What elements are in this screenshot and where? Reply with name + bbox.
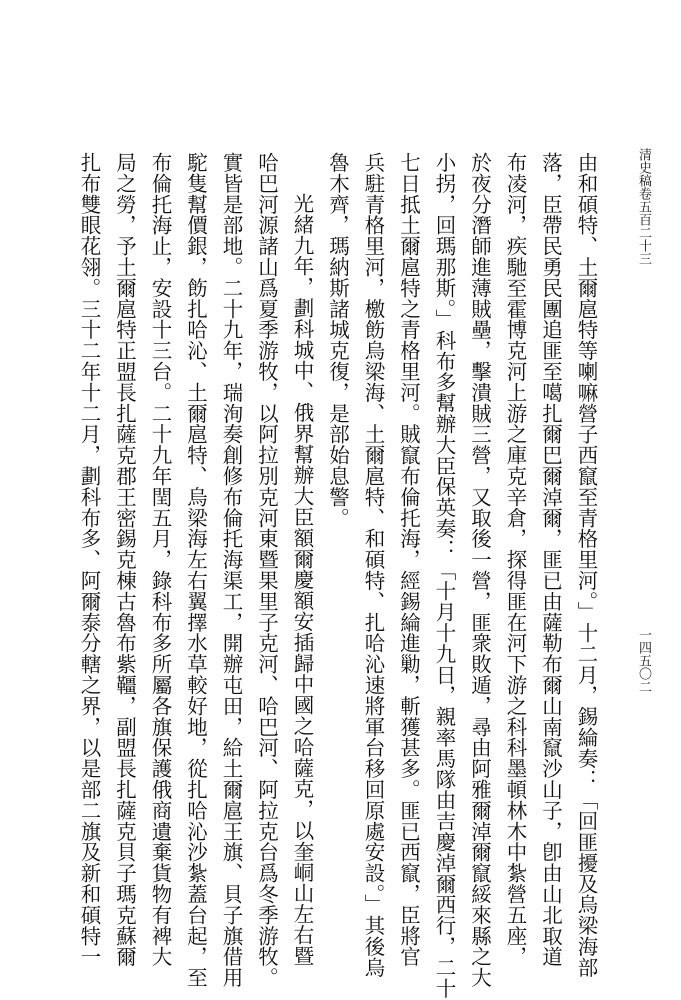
text-column: 實皆是部地。二十九年，瑞洵奏創修布倫托海渠工，開辦屯田，給土爾扈王旗、貝子旗借用 [219, 152, 243, 988]
paragraph-start-column: 光緒九年，劃科城中、俄界幫辦大臣額爾慶額安插歸中國之哈薩克，以奎峒山左右暨 [290, 193, 314, 967]
text-column: 駝隻幫價銀，飭扎哈沁、土爾扈特、烏梁海左右翼擇水草較好地，從扎哈沁沙紮蓋台起，至 [183, 152, 208, 988]
text-column: 兵駐青格里河，檄飭烏梁海、土爾扈特、和碩特、扎哈沁速將軍台移回原處安設。」其後烏 [361, 152, 385, 978]
page-number: 一四五〇二 [636, 628, 651, 693]
text-column: 扎布雙眼花翎。三十二年十二月，劃科布多、阿爾泰分轄之界，以是部二旗及新和碩特一 [77, 152, 101, 968]
text-column: 局之勞，予土爾扈特正盟長扎薩克郡王密錫克棟古魯布紫韁，副盟長扎薩克貝子瑪克蘇爾 [112, 152, 137, 968]
text-column: 魯木齊，瑪納斯諸城克復，是部始息警。 [325, 152, 350, 529]
text-column: 七日抵土爾扈特之青格里河。賊竄布倫托海，經錫綸進勦，斬獲甚多。匪已西竄，臣將官 [396, 152, 421, 968]
text-column: 布凌河，疾馳至霍博克河上游之庫克辛倉，探得匪在河下游之科科墨頓林木中紮營五座， [503, 152, 527, 968]
text-column: 哈巴河源諸山爲夏季游牧，以阿拉別克河東暨果里子克河、哈巴河、阿拉克台爲冬季游牧。 [254, 152, 279, 988]
body-text [71, 152, 604, 999]
text-column: 落，臣帶民勇民團追匪至噶扎爾巴爾淖爾，匪已由薩勒布爾山南竄沙山子，卽由山北取道 [538, 152, 563, 968]
text-column: 於夜分潛師進薄賊壘，擊潰賊三營，又取後一營，匪衆敗遁，尋由阿雅爾淖爾竄綏來縣之大 [467, 152, 492, 988]
text-column: 小拐，回瑪那斯。」科布多幫辦大臣保英奏：「十月十九日，親率馬隊由吉慶淖爾西行，二十 [432, 152, 456, 999]
text-column: 布倫托海止，安設十三台。二十九年閏五月，錄科布多所屬各旗保護俄商遺棄貨物有裨大 [148, 152, 172, 968]
text-column: 由和碩特、土爾扈特等喇嘛營子西竄至青格里河。」十二月，錫綸奏：「回匪擾及烏梁海部 [574, 152, 598, 978]
running-title: 清史稿卷五百二十三 [636, 148, 651, 265]
